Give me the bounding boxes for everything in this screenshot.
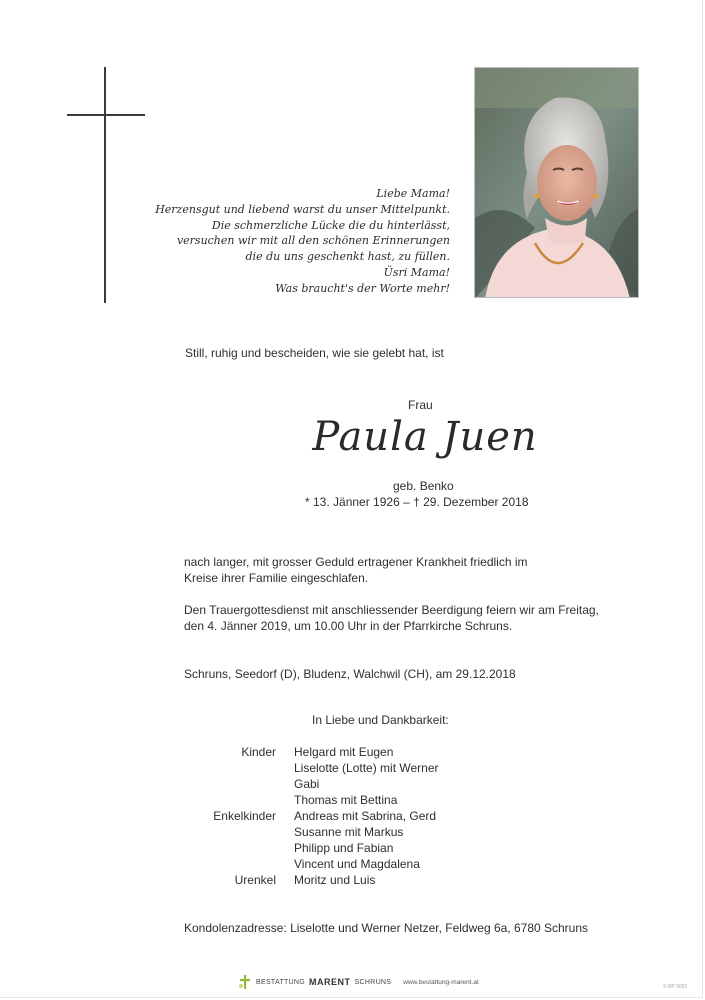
mourner-name: Liselotte (Lotte) mit Werner: [294, 761, 439, 775]
mourner-name: Gabi: [294, 777, 320, 791]
mourner-group-label: Urenkel: [234, 873, 276, 887]
mourner-name: Andreas mit Sabrina, Gerd: [294, 809, 437, 823]
maiden-name: geb. Benko: [393, 479, 454, 493]
life-dates: * 13. Jänner 1926 – † 29. Dezember 2018: [305, 495, 529, 509]
poem-line: Was braucht's der Worte mehr!: [275, 281, 450, 295]
mourner-row: [200, 872, 500, 888]
mourner-group-label: [200, 824, 294, 840]
mourner-group-label: [200, 776, 294, 792]
funeral-paragraph: [184, 602, 599, 634]
condolence-address: Kondolenzadresse: Liselotte und Werner Netzer, Feldweg 6a, 6780 Schruns: [184, 921, 589, 935]
funeral-home-footer: [238, 974, 479, 990]
portrait-photo: [474, 67, 639, 298]
paragraph-line: nach langer, mit grosser Geduld ertragener Krankheit friedlich im: [184, 555, 528, 569]
passing-paragraph: [184, 554, 528, 586]
mourner-row: [200, 760, 500, 776]
poem-line: Liebe Mama!: [376, 187, 450, 200]
poem-line: Die schmerzliche Lücke die du hinterlässt,: [211, 218, 450, 232]
salutation: Frau: [408, 398, 433, 412]
poem: [140, 186, 450, 297]
mourner-name: Moritz und Luis: [294, 873, 376, 887]
mourner-group-label: Enkelkinder: [213, 809, 276, 823]
intro-text: Still, ruhig und bescheiden, wie sie gelebt hat, ist: [185, 346, 444, 360]
cross-horizontal-bar: [67, 114, 145, 116]
funeral-home-logo-icon: [238, 974, 252, 990]
mourner-group-label: [200, 760, 294, 776]
mourner-row: [200, 792, 500, 808]
mourner-name: Thomas mit Bettina: [294, 793, 398, 807]
poem-line: versuchen wir mit all den schönen Erinnerungen: [176, 234, 450, 248]
mourner-row: [200, 744, 500, 760]
footer-brand: MARENT: [309, 977, 351, 987]
mourner-row: [200, 808, 500, 824]
mourner-group-label: Kinder: [241, 745, 276, 759]
paragraph-line: Den Trauergottesdienst mit anschliessender Beerdigung feiern wir am Freitag,: [184, 603, 599, 617]
mourner-row: [200, 840, 500, 856]
gratitude-line: In Liebe und Dankbarkeit:: [312, 713, 449, 727]
document-code: © BP 9082: [663, 984, 688, 990]
mourner-group-label: [200, 856, 294, 872]
mourner-group-label: [200, 840, 294, 856]
cross-vertical-bar: [104, 67, 106, 303]
poem-line: Herzensgut und liebend warst du unser Mittelpunkt.: [155, 202, 450, 216]
mourner-name: Vincent und Magdalena: [294, 857, 420, 871]
footer-town: SCHRUNS: [354, 978, 392, 986]
mourner-row: [200, 856, 500, 872]
deceased-name: Paula Juen: [312, 414, 538, 460]
poem-line: die du uns geschenkt hast, zu füllen.: [245, 250, 450, 264]
mourner-name: Helgard mit Eugen: [294, 745, 394, 759]
place-date: Schruns, Seedorf (D), Bludenz, Walchwil (CH), am 29.12.2018: [184, 667, 516, 681]
poem-line: Üsri Mama!: [383, 265, 450, 279]
mourner-name: Susanne mit Markus: [294, 825, 404, 839]
mourner-row: [200, 776, 500, 792]
paragraph-line: den 4. Jänner 2019, um 10.00 Uhr in der Pfarrkirche Schruns.: [184, 619, 513, 633]
footer-prefix: BESTATTUNG: [256, 978, 306, 986]
footer-url[interactable]: www.bestattung-marent.at: [403, 978, 479, 986]
mourner-row: [200, 824, 500, 840]
portrait-image: [475, 68, 639, 298]
mourner-group-label: [200, 792, 294, 808]
mourners-list: [200, 744, 500, 888]
paragraph-line: Kreise ihrer Familie eingeschlafen.: [184, 571, 369, 585]
mourner-name: Philipp und Fabian: [294, 841, 394, 855]
